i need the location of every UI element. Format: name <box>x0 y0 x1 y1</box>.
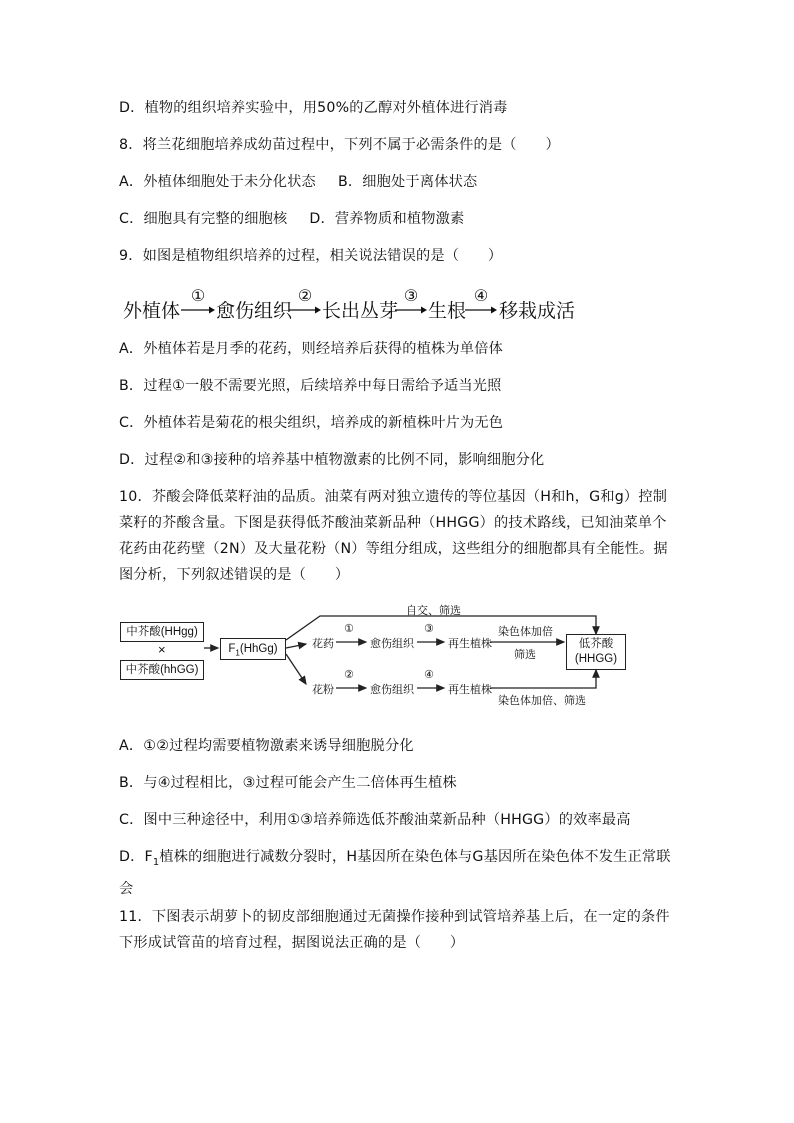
f1-label: F <box>228 643 236 655</box>
q10-option-a: A．①②过程均需要植物激素来诱导细胞脱分化 <box>119 738 414 754</box>
process-step-callus: 愈伤组织 <box>216 300 293 322</box>
process-step-transplant: 移栽成活 <box>499 300 576 322</box>
pollen-label: 花粉 <box>312 684 334 696</box>
process-step-rooting: 生根 <box>428 300 467 322</box>
callus-upper-label: 愈伤组织 <box>370 638 414 650</box>
q10-option-d-subscript: 1 <box>152 856 160 868</box>
process-step-shoots: 长出丛芽 <box>322 300 399 322</box>
q10-option-d <box>119 844 679 902</box>
q10-breeding-diagram <box>120 600 620 710</box>
q10-option-b: B．与④过程相比，③过程可能会产生二倍体再生植株 <box>119 775 457 791</box>
q8-stem: 8．将兰花细胞培养成幼苗过程中，下列不属于必需条件的是（ ） <box>119 137 560 153</box>
q8-option-b: B．细胞处于离体状态 <box>337 174 478 190</box>
f1-box <box>220 638 286 660</box>
step-1-label: ① <box>344 623 354 635</box>
q9-option-a: A．外植体若是月季的花药，则经培养后获得的植株为单倍体 <box>119 341 503 357</box>
parent-hhgg-box: 中芥酸(HHgg) <box>120 622 204 642</box>
anther-label: 花药 <box>312 638 334 650</box>
f1-genotype: (HhGg) <box>239 643 278 655</box>
chromosome-double-screen-label: 染色体加倍、筛选 <box>498 695 586 707</box>
regen-upper-label: 再生植株 <box>448 638 492 650</box>
result-line-2: (HHGG) <box>574 653 618 665</box>
regen-lower-label: 再生植株 <box>448 684 492 696</box>
q9-option-c: C．外植体若是菊花的根尖组织，培养成的新植株叶片为无色 <box>119 415 504 431</box>
screen-label: 筛选 <box>514 649 536 661</box>
result-line-1: 低芥酸 <box>578 638 614 650</box>
q9-stem: 9．如图是植物组织培养的过程，相关说法错误的是（ ） <box>119 248 503 264</box>
q11-stem: 11．下图表示胡萝卜的韧皮部细胞通过无菌操作接种到试管培养基上后，在一定的条件下形成试管苗的培育过程，据图说法正确的是（ ） <box>119 909 670 951</box>
q10-stem: 10．芥酸会降低菜籽油的品质。油菜有两对独立遗传的等位基因（H和h，G和g）控制菜籽的芥酸含量。下图是获得低芥酸油菜新品种（HHGG）的技术路线，已知油菜单个花药由花药壁（2N）及大量花粉（N）等组分组成，这些组分的细胞都具有全能性。据图分析，下列叙述错误的是（ ） <box>119 489 668 583</box>
process-arrow-3-label: ③ <box>403 286 419 305</box>
q9-option-d: D．过程②和③接种的培养基中植物激素的比例不同，影响细胞分化 <box>119 452 545 468</box>
q8-options-cd <box>119 209 464 229</box>
q8-options-ab <box>119 172 477 192</box>
callus-lower-label: 愈伤组织 <box>370 684 414 696</box>
step-3-label: ③ <box>424 623 434 635</box>
arrow-right-icon <box>465 306 497 314</box>
process-arrow-2-label: ② <box>297 286 313 305</box>
f1-subscript: 1 <box>235 648 240 658</box>
cross-symbol: × <box>158 642 166 657</box>
q9-option-b: B．过程①一般不需要光照，后续培养中每日需给予适当光照 <box>119 378 502 394</box>
arrow-right-icon <box>395 306 427 314</box>
low-erucic-result-box <box>566 634 626 670</box>
q10-option-d-text: 植株的细胞进行减数分裂时，H基因所在染色体与G基因所在染色体不发生正常联会 <box>119 849 671 897</box>
step-4-label: ④ <box>424 669 434 681</box>
arrow-right-icon <box>181 306 215 314</box>
chromosome-double-label: 染色体加倍 <box>498 626 553 638</box>
q10-option-c: C．图中三种途径中，利用①③培养筛选低芥酸油菜新品种（HHGG）的效率最高 <box>119 812 631 828</box>
q7-option-d: D．植物的组织培养实验中，用50%的乙醇对外植体进行消毒 <box>119 100 508 116</box>
q8-option-c: C．细胞具有完整的细胞核 <box>119 211 288 227</box>
q8-option-a: A．外植体细胞处于未分化状态 <box>119 174 316 190</box>
self-cross-screen-label: 自交、筛选 <box>406 605 461 617</box>
process-arrow-4-label: ④ <box>473 286 489 305</box>
q8-option-d: D．营养物质和植物激素 <box>309 211 465 227</box>
process-arrow-1-label: ① <box>190 286 206 305</box>
step-2-label: ② <box>344 669 354 681</box>
arrow-right-icon <box>289 306 321 314</box>
process-step-explant: 外植体 <box>123 300 181 322</box>
q10-option-d-prefix: D．F <box>119 849 153 865</box>
parent-hhgg2-box: 中芥酸(hhGG) <box>120 660 204 680</box>
